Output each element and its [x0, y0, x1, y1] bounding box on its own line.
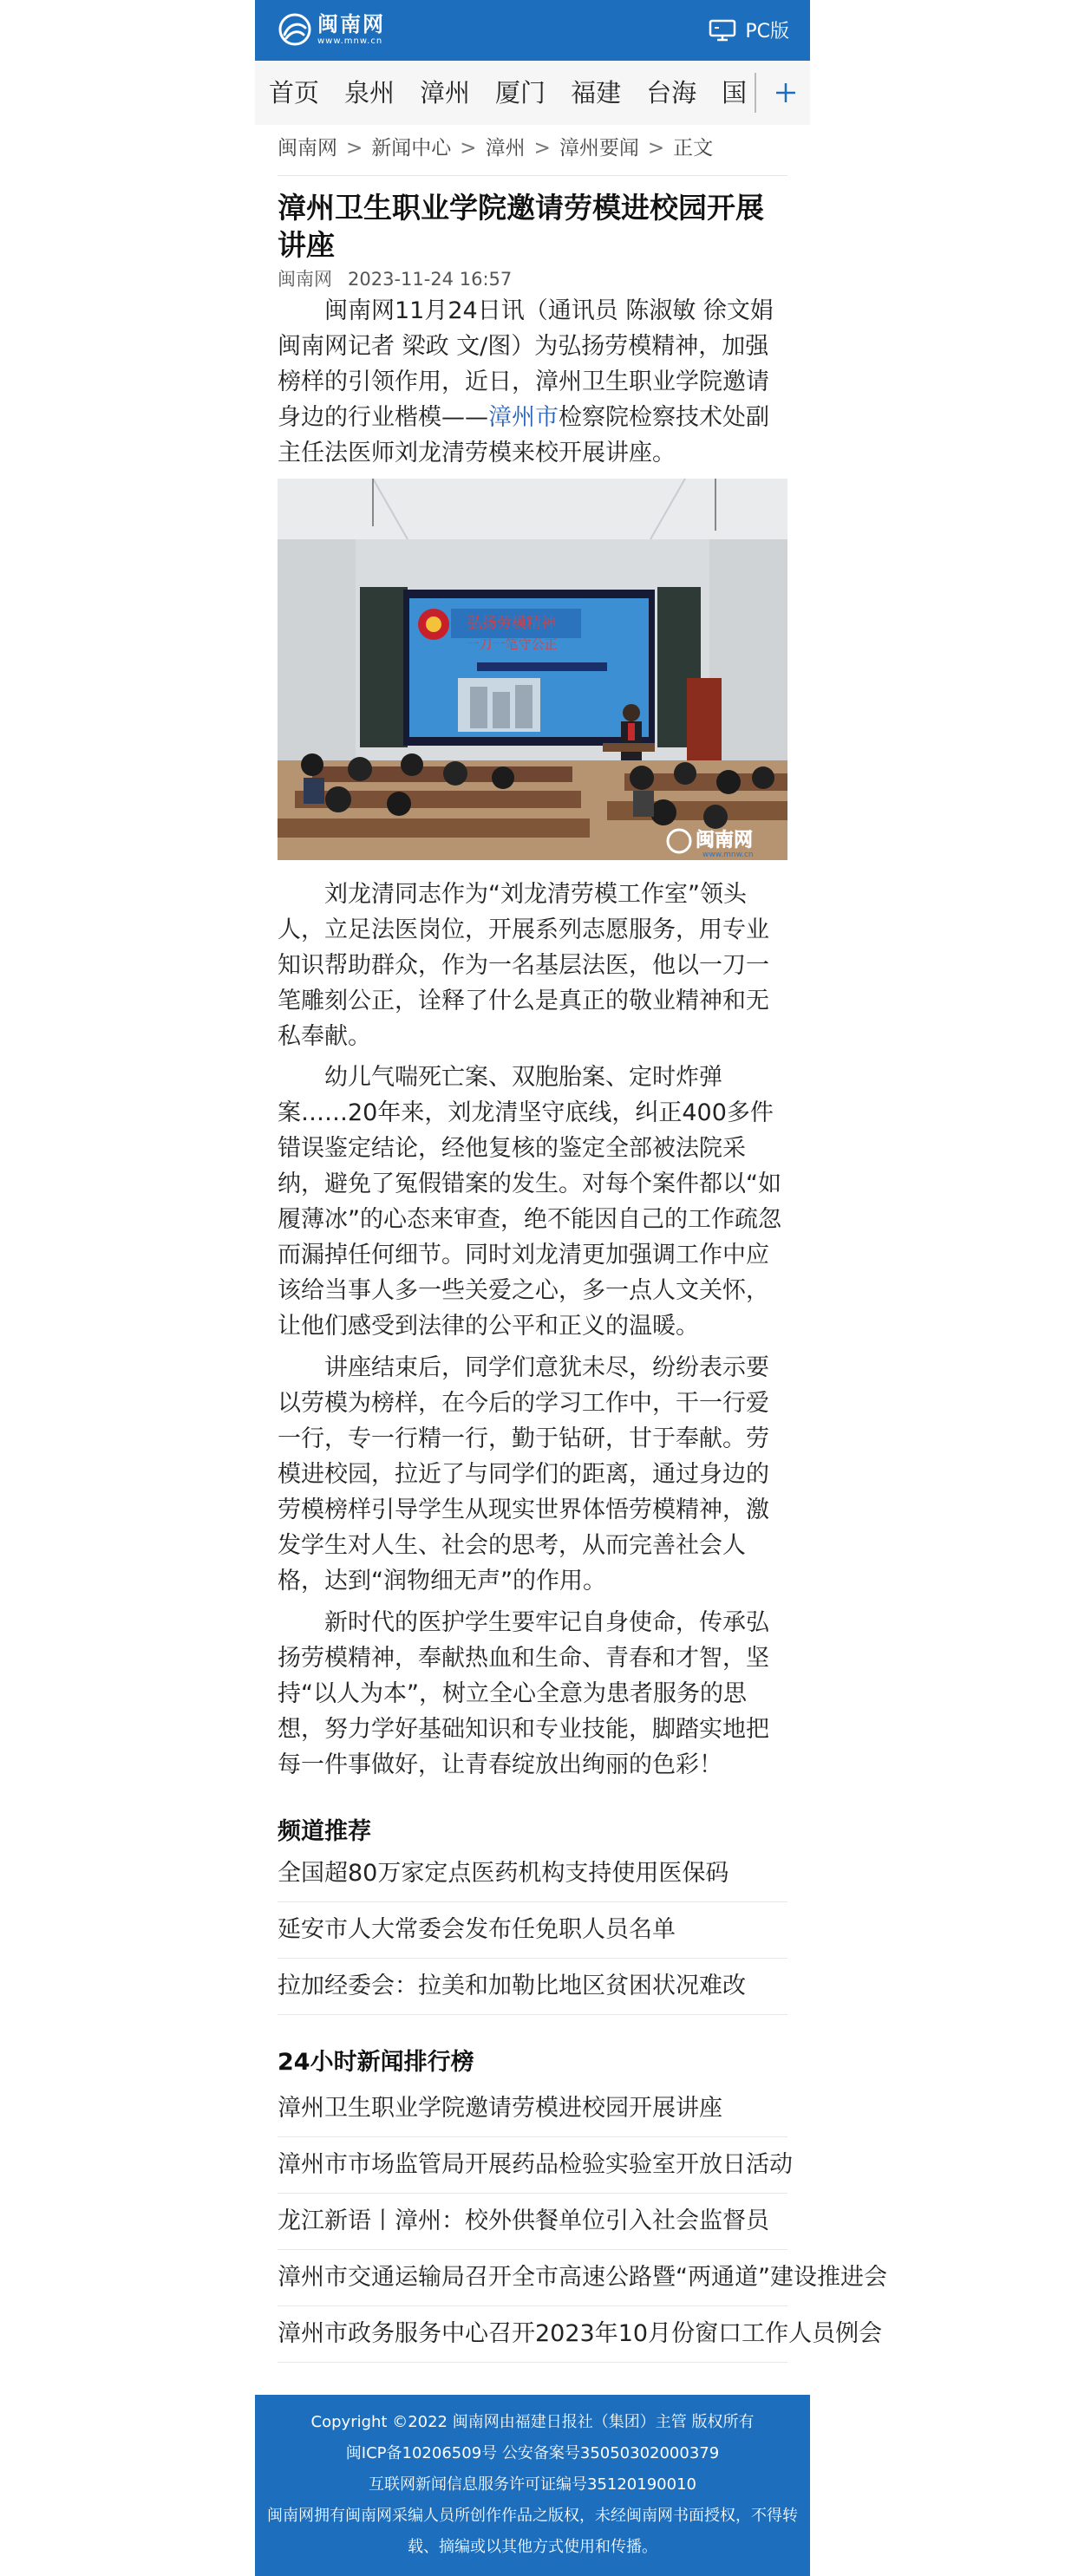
article-meta — [278, 265, 512, 291]
article-source: 闽南网 — [278, 269, 332, 290]
nav-item-xiamen[interactable]: 厦门 — [495, 78, 546, 108]
channel-item[interactable]: 全国超80万家定点医药机构支持使用医保码 — [278, 1846, 787, 1902]
article-time: 2023-11-24 16:57 — [348, 269, 513, 290]
ranking-title: 24小时新闻排行榜 — [278, 2049, 474, 2076]
plus-icon — [774, 82, 797, 104]
footer-license: 互联网新闻信息服务许可证编号35120190010 — [369, 2475, 696, 2494]
breadcrumb — [278, 132, 713, 160]
article-paragraph: 讲座结束后，同学们意犹未尽，纷纷表示要以劳模为榜样，在今后的学习工作中，干一行爱一行，专一行精一行，勤于钻研，甘于奉献。劳模进校园，拉近了与同学们的距离，通过身边的劳模榜样引导学生从现实世界体悟劳模精神，激发学生对人生、社会的思考，从而完善社会人格，达到“润物细无声”的作用。 — [278, 1354, 769, 1595]
article-paragraph: 新时代的医护学生要牢记自身使命，传承弘扬劳模精神，奉献热血和生命、青春和才智，坚持“以人为本”，树立全心全意为患者服务的思想，努力学好基础知识和专业技能，脚踏实地把每一件事做好，让青春绽放出绚丽的色彩！ — [278, 1609, 769, 1778]
article-title: 漳州卫生职业学院邀请劳模进校园开展讲座 — [278, 191, 764, 262]
footer — [255, 2395, 810, 2576]
ranking-item[interactable]: 漳州市政务服务中心召开2023年10月份窗口工作人员例会 — [278, 2306, 787, 2363]
breadcrumb-current: 正文 — [673, 137, 714, 160]
photo-watermark-name: 闽南网 — [696, 830, 754, 851]
intro-link-zhangzhou[interactable]: 漳州市 — [488, 404, 559, 431]
breadcrumb-separator: > — [460, 137, 477, 160]
logo-name: 闽南网 — [317, 11, 385, 36]
divider — [278, 175, 787, 176]
channel-item[interactable]: 拉加经委会：拉美和加勒比地区贫困状况难改 — [278, 1959, 787, 2015]
ranking-item[interactable]: 漳州卫生职业学院邀请劳模进校园开展讲座 — [278, 2081, 787, 2137]
nav-divider — [755, 73, 756, 113]
photo-banner-line2: 一刀一笔守公正 — [466, 636, 558, 652]
breadcrumb-zhangzhou-news[interactable]: 漳州要闻 — [559, 137, 639, 160]
logo-url: www.mnw.cn — [317, 36, 383, 46]
intro-text-end: 检察院检察技术处副主任法医师刘龙清劳模来校开展讲座。 — [278, 404, 769, 466]
nav-item-quanzhou[interactable]: 泉州 — [344, 78, 395, 108]
breadcrumb-separator: > — [533, 137, 551, 160]
channel-nav — [255, 61, 810, 125]
breadcrumb-news-center[interactable]: 新闻中心 — [371, 137, 452, 160]
article-paragraph: 幼儿气喘死亡案、双胞胎案、定时炸弹案……20年来，刘龙清坚守底线，纠正400多件错误鉴定结论，经他复核的鉴定全部被法院采纳，避免了冤假错案的发生。对每个案件都以“如履薄冰”的心态来审查，绝不能因自己的工作疏忽而漏掉任何细节。同时刘龙清更加强调工作中应该给当事人多一些关爱之心，多一点人文关怀，让他们感受到法律的公平和正义的温暖。 — [278, 1064, 781, 1340]
ranking-item[interactable]: 龙江新语丨漳州：校外供餐单位引入社会监督员 — [278, 2194, 787, 2250]
footer-copyright: Copyright ©2022 闽南网由福建日报社（集团）主管 版权所有 — [310, 2413, 755, 2431]
article-intro — [278, 293, 787, 471]
pc-version-label: PC版 — [745, 21, 789, 42]
nav-item-taihai[interactable]: 台海 — [646, 78, 697, 108]
channel-nav-items — [269, 61, 755, 125]
intro-text: 闽南网11月24日讯（通讯员 陈淑敏 徐文娟 闽南网记者 梁政 文/图）为弘扬劳模精神，加强榜样的引领作用，近日，漳州卫生职业学院邀请身边的行业楷模—— — [278, 297, 774, 431]
nav-item-home[interactable]: 首页 — [269, 78, 320, 108]
breadcrumb-zhangzhou[interactable]: 漳州 — [485, 137, 526, 160]
ranking-item[interactable]: 漳州市交通运输局召开全市高速公路暨“两通道”建设推进会 — [278, 2250, 787, 2306]
photo-watermark-url: www.mnw.cn — [702, 851, 754, 859]
monitor-icon — [709, 19, 736, 42]
breadcrumb-separator: > — [346, 137, 363, 160]
logo-swirl-icon — [278, 12, 312, 47]
footer-rights-notice: 闽南网拥有闽南网采编人员所创作作品之版权，未经闽南网书面授权，不得转载、摘编或以其他方式使用和传播。 — [267, 2507, 798, 2556]
top-bar — [255, 0, 810, 61]
breadcrumb-separator: > — [647, 137, 665, 160]
photo-banner-line1: 弘扬劳模精神 — [467, 615, 556, 632]
ranking-item[interactable]: 漳州市市场监管局开展药品检验实验室开放日活动 — [278, 2137, 787, 2194]
footer-icp: 闽ICP备10206509号 公安备案号35050302000379 — [345, 2444, 720, 2462]
channel-item[interactable]: 延安市人大常委会发布任免职人员名单 — [278, 1902, 787, 1959]
nav-more-button[interactable] — [761, 61, 810, 125]
breadcrumb-home[interactable]: 闽南网 — [278, 137, 337, 160]
article-paragraph: 刘龙清同志作为“刘龙清劳模工作室”领头人，立足法医岗位，开展系列志愿服务，用专业知识帮助群众，作为一名基层法医，他以一刀一笔雕刻公正，诠释了什么是真正的敬业精神和无私奉献。 — [278, 881, 769, 1050]
nav-item-zhangzhou[interactable]: 漳州 — [420, 78, 471, 108]
pc-version-button[interactable] — [709, 16, 789, 43]
channel-recommend-title: 频道推荐 — [278, 1818, 371, 1845]
page — [255, 0, 887, 2576]
site-logo[interactable] — [278, 12, 385, 47]
nav-item-fujian[interactable]: 福建 — [571, 78, 622, 108]
nav-item-guonei[interactable]: 国 — [722, 78, 748, 108]
article-photo[interactable] — [278, 479, 787, 860]
